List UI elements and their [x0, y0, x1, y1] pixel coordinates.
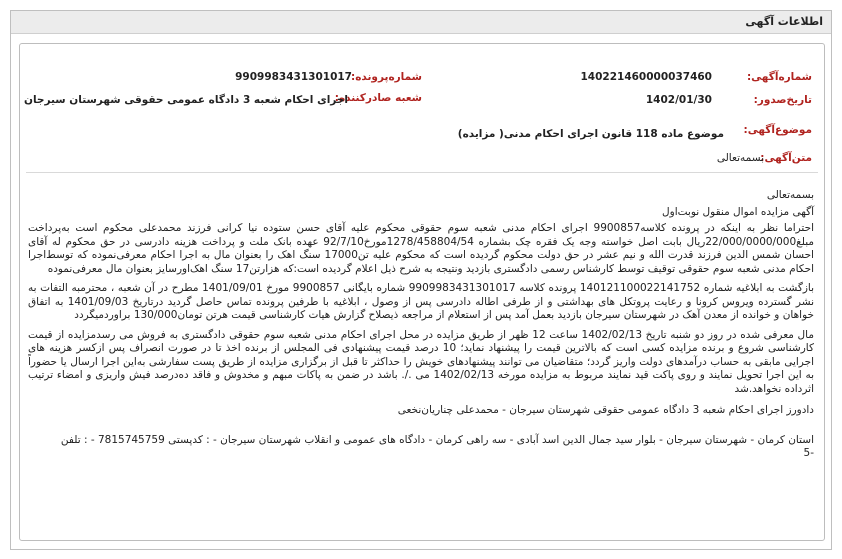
panel-header	[11, 11, 831, 34]
issuing-branch: اجرای احکام شعبه 3 دادگاه عمومی حقوقی شهرستان سیرجان	[24, 94, 348, 106]
address-tail: -5	[803, 447, 814, 459]
issuing-branch-label: شعبه صادر‌کننده:	[334, 92, 422, 104]
body-title: آگهی مزایده اموال منقول نوبت‌اول	[662, 205, 814, 218]
address: استان کرمان - شهرستان سیرجان - بلوار سید جمال الدین اسد آبادی - سه راهی کرمان - دادگاه های عمومی و انقلاب شهرستان سیرجان - : کدپستی 7815745759 - : تلفن	[60, 433, 814, 446]
text-intro: بسمه‌تعالی	[716, 152, 764, 164]
ad-number-label: شماره‌آگهی:	[746, 71, 812, 83]
panel-title: اطلاعات آگهی	[745, 15, 823, 28]
text-label: متن‌آگهی:	[760, 152, 812, 164]
signature: دادورز اجرای احکام شعبه 3 دادگاه عمومی حقوقی شهرستان سیرجان - محمدعلی چناریان‌نخعی	[397, 404, 814, 416]
subject: موضوع ماده 118 قانون اجرای احکام مدنی( مزایده)	[457, 128, 724, 140]
case-number-label: شماره‌پرونده:	[351, 71, 422, 83]
case-number: 9909983431301017	[235, 71, 352, 83]
paragraph-3: مال معرفی شده در روز دو شنبه تاریخ 1402/02/13 ساعت 12 ظهر از طریق مزایده در محل اجرای احکام مدنی شعبه سوم حقوقی دادگستری به فروش می رسدمزایده از قیمت کارشناسی شروع و برنده مزایده کسی است که بالاترین قیمت را پیشنهاد نماید؛ 10 درصد قیمت پیشنهادی فی المجلس از برنده اخذ تا در صورت انصراف پس ازکسر هزینه های اجرایی مابقی به حساب درآمدهای دولت واریز گردد؛ متقاضیان می توانند پیشنهادهای خویش را حداکثر تا قبل از برگزاری مزایده از طریق پست سفارشی به‌این اجرا ارسال یا حضوراً به این اجرا تحویل نمایند و روی پاکت قید نمایند مربوط به مزایده مورخه 1402/02/13 می ./. باشد در ضمن به پاکات مبهم و مخدوش و فاقد ده‌درصد فیش واریزی و امضاء ترتیب اثرداده نخواهد.شد	[28, 328, 814, 395]
subject-label: موضوع‌آگهی:	[743, 124, 812, 136]
ad-body	[28, 189, 814, 461]
ad-details-box	[19, 43, 825, 541]
paragraph-1: احتراما نظر به اینکه در پرونده کلاسه9900857 اجرای احکام مدنی شعبه سوم حقوقی محکوم علیه آقای حسن ستوده نیا کرانی فرزند محمدعلی محکوم است به‌پرداخت مبلغ22/000/0000/000ریال بابت اصل خواسته وجه یک فقره چک بشماره 1278/458804/54مورخ92/7/10 عهده‌ بانک ملت و پرداخت هزینه دادرسی در حق محکوم له آقای احسان شمس الدین فرزند قدرت الله و نیم عشر در حق دولت محکوم گردیده است که محکوم علیه تن17000 سنگ اهک را بعنوان مال به اجرا احکام معرفی‌نموده که توسط‌اجرا احکام مدنی شعبه سوم حقوقی توقیف توسط کارشناس رسمی دادگستری بازدید ونتیجه به شرح ذیل اعلام گردیده است:که هزارتن17 سنگ اهک‌اورسایز بعنوان مال معرفی‌نموده	[28, 222, 814, 275]
divider	[26, 172, 818, 173]
body-heading: بسمه‌تعالی	[766, 189, 814, 201]
issue-date: 1402/01/30	[645, 94, 712, 106]
issue-date-label: تاریخ‌صدور:	[753, 94, 812, 106]
ad-number: 140221460000037460	[580, 71, 712, 83]
paragraph-2: بازگشت به ابلاغیه شماره 140121100022141752 پرونده کلاسه 9909983431301017 شماره بایگانی 9900857 مورخ 1401/09/01 مطرح در آن شعبه ، محترمبه التفات به نشر گسترده ویروس کرونا و رعایت پروتکل های بهداشتی و از طرفی اطاله دادرسی پس از وصول ، ابلاغیه با طرفین پرونده تماس حاصل گردید درتاریخ 1401/09/03 به اتفاق خواهان و خوانده از معدن آهک در شهرستان سیرجان بازدید بعمل آمد پس از استعلام از مراجعه ذیصلاح گزارش هیات کارشناسی قیمت هرتن تومان130/000 براوردمیگردد	[28, 282, 815, 321]
ad-info-panel	[10, 10, 832, 550]
